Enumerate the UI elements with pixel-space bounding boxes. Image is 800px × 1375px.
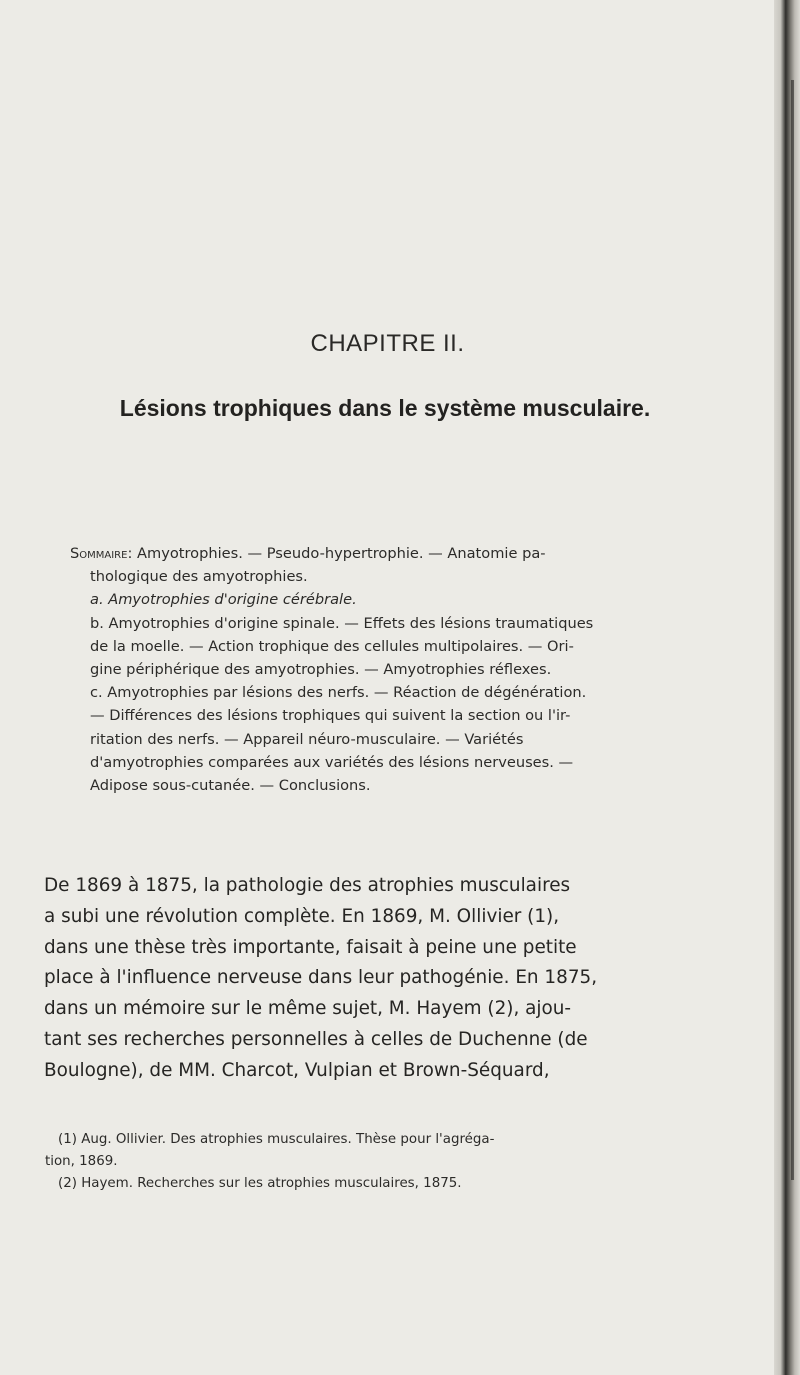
chapter-summary [70, 542, 730, 797]
summary-line-text: : Amyotrophies. — Pseudo-hypertrophie. — Anatomie pa- [127, 545, 546, 562]
summary-line: — Différences des lésions trophiques qui suivent la section ou l'ir- [90, 707, 571, 725]
summary-line: gine périphérique des amyotrophies. — Amyotrophies réflexes. [90, 661, 552, 679]
body-line: tant ses recherches personnelles à celles de Duchenne (de [44, 1028, 588, 1050]
body-line: dans une thèse très importante, faisait à peine une petite [44, 936, 577, 958]
summary-label: Sommaire [70, 545, 128, 562]
footnote-line: tion, 1869. [45, 1154, 118, 1169]
summary-line: a. Amyotrophies d'origine cérébrale. [90, 591, 357, 609]
summary-line: Adipose sous-cutanée. — Conclusions. [90, 777, 371, 795]
body-line: De 1869 à 1875, la pathologie des atrophies musculaires [44, 875, 571, 896]
summary-line: d'amyotrophies comparées aux variétés des lésions nerveuses. — [90, 753, 574, 771]
body-line: Boulogne), de MM. Charcot, Vulpian et Brown-Séquard, [44, 1059, 550, 1081]
chapter-title: Lésions trophiques dans le système musculaire. [119, 395, 651, 421]
summary-line: thologique des amyotrophies. [90, 568, 308, 586]
summary-line: ritation des nerfs. — Appareil néuro-musculaire. — Variétés [90, 730, 524, 748]
page-edge-streak [791, 80, 794, 1180]
footnote-line: (2) Hayem. Recherches sur les atrophies musculaires, 1875. [58, 1176, 462, 1191]
page-edge-shadow [774, 0, 800, 1375]
body-line: a subi une révolution complète. En 1869, M. Ollivier (1), [44, 905, 560, 927]
summary-line: b. Amyotrophies d'origine spinale. — Effets des lésions traumatiques [90, 614, 594, 632]
footnotes [45, 1129, 745, 1195]
chapter-heading: CHAPITRE II. [310, 330, 465, 357]
body-line: place à l'influence nerveuse dans leur pathogénie. En 1875, [44, 967, 598, 989]
footnote-line: (1) Aug. Ollivier. Des atrophies musculaires. Thèse pour l'agréga- [58, 1132, 495, 1147]
body-line: dans un mémoire sur le même sujet, M. Hayem (2), ajou- [44, 998, 572, 1020]
summary-line [70, 542, 730, 565]
summary-line: c. Amyotrophies par lésions des nerfs. — Réaction de dégénération. [90, 684, 587, 702]
summary-line: de la moelle. — Action trophique des cellules multipolaires. — Ori- [90, 637, 574, 655]
body-paragraph [44, 871, 744, 1087]
